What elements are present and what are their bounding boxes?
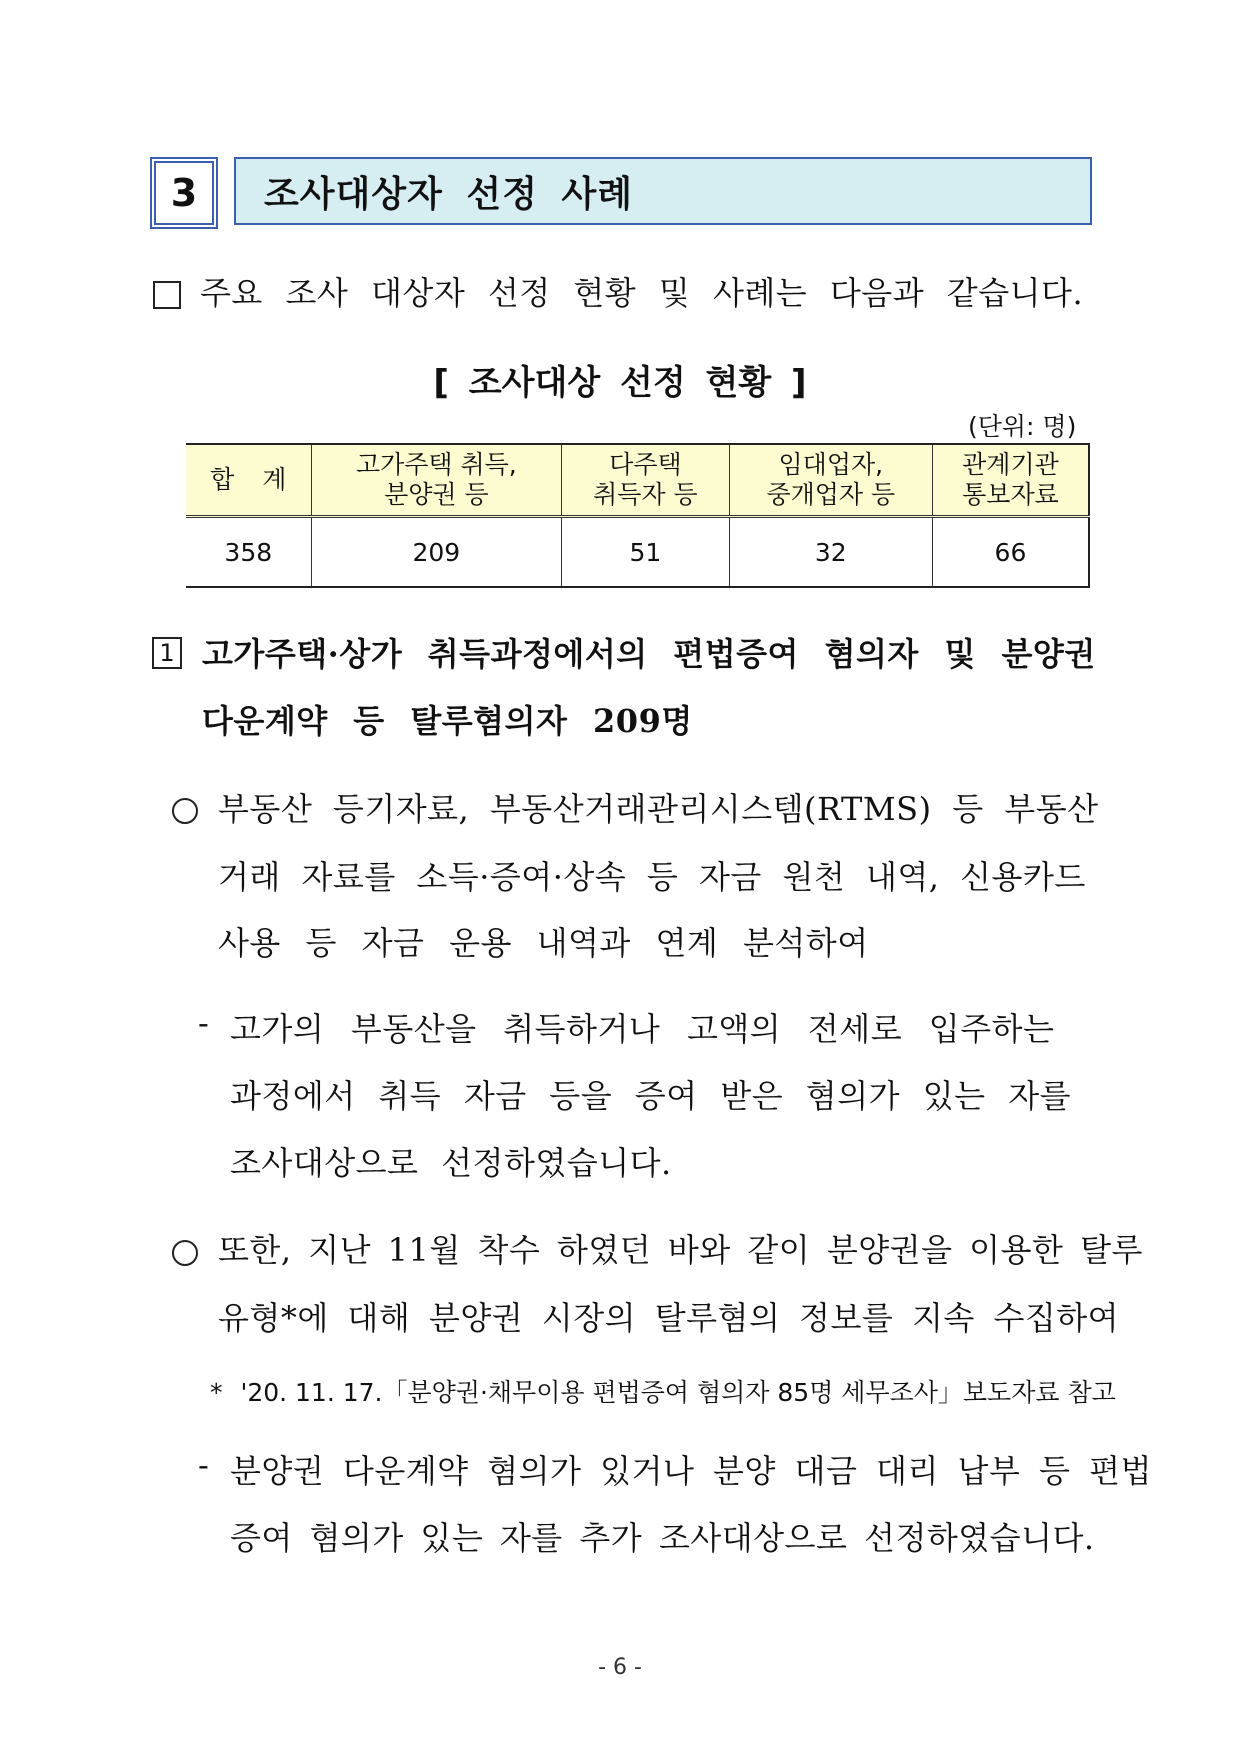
table-unit: (단위: 명) [968,412,1077,441]
section-number: 3 [150,157,218,229]
item1-line1: 고가주택·상가 취득과정에서의 편법증여 혐의자 및 분양권 [202,635,1096,673]
footnote-mark: * [210,1378,223,1407]
sub2-line1: 분양권 다운계약 혐의가 있거나 분양 대금 대리 납부 등 편법 [230,1452,1152,1490]
circle-bullet-icon [172,798,198,824]
table-header: 다주택 취득자 등 [562,444,730,517]
bullet2-line2: 유형*에 대해 분양권 시장의 탈루혐의 정보를 지속 수집하여 [218,1299,1120,1337]
section-title: 조사대상자 선정 사례 [234,157,1092,225]
table-cell: 66 [932,517,1089,588]
checkbox-bullet-icon [153,281,181,309]
dash-bullet: - [198,1004,209,1042]
bullet1-line2: 거래 자료를 소득·증여·상속 등 자금 원천 내역, 신용카드 [218,858,1086,896]
bullet2-line1: 또한, 지난 11월 착수 하였던 바와 같이 분양권을 이용한 탈루 [218,1231,1143,1269]
page-number: - 6 - [598,1655,642,1680]
bullet1-line1: 부동산 등기자료, 부동산거래관리시스템(RTMS) 등 부동산 [218,790,1099,828]
table-header: 고가주택 취득, 분양권 등 [311,444,562,517]
table-header: 임대업자, 중개업자 등 [729,444,932,517]
table-cell: 32 [729,517,932,588]
selection-status-table [186,443,1090,588]
sub1-line1: 고가의 부동산을 취득하거나 고액의 전세로 입주하는 [230,1010,1055,1048]
footnote-text: '20. 11. 17.「분양권·채무이용 편법증여 혐의자 85명 세무조사」보도자료 참고 [240,1378,1116,1407]
bullet1-line3: 사용 등 자금 운용 내역과 연계 분석하여 [218,924,869,962]
sub1-line2: 과정에서 취득 자금 등을 증여 받은 혐의가 있는 자를 [230,1077,1072,1115]
table-header: 관계기관 통보자료 [932,444,1089,517]
item-number-box: 1 [152,637,182,669]
intro-text: 주요 조사 대상자 선정 현황 및 사례는 다음과 같습니다. [200,274,1084,312]
dash-bullet: - [198,1446,209,1484]
table-cell: 51 [562,517,730,588]
circle-bullet-icon [172,1240,198,1266]
table-cell: 358 [186,517,311,588]
table-header: 합 계 [186,444,311,517]
item1-line2: 다운계약 등 탈루혐의자 209명 [202,702,693,740]
sub1-line3: 조사대상으로 선정하였습니다. [230,1144,672,1182]
footnote [210,1373,1116,1409]
sub2-line2: 증여 혐의가 있는 자를 추가 조사대상으로 선정하였습니다. [230,1519,1095,1557]
table-title: [ 조사대상 선정 현황 ] [433,363,807,403]
table-cell: 209 [311,517,562,588]
